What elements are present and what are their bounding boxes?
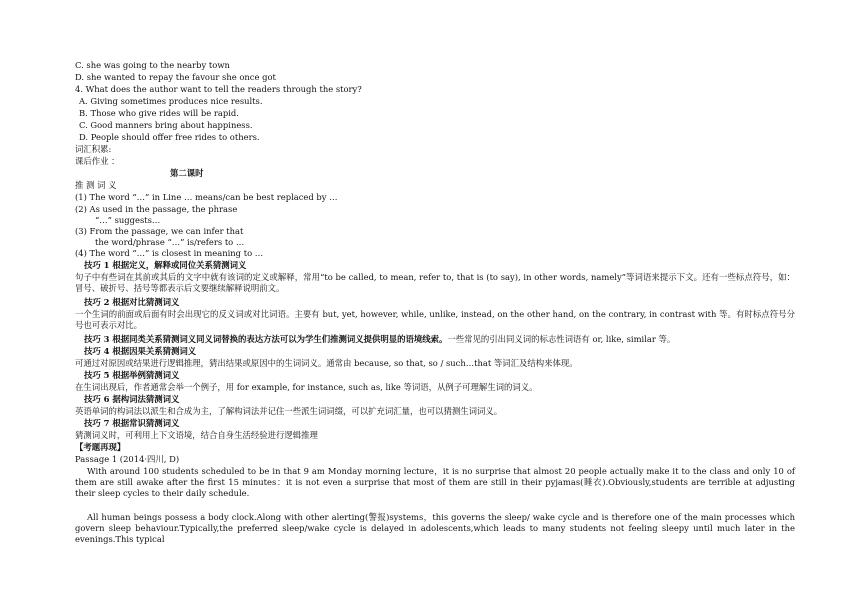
- tip-4-body: 可通过对原因或结果进行逻辑推理，猜出结果或原因中的生词词义。通常由 because, so that, so / such…that 等词汇及结构来体现。: [75, 358, 578, 368]
- infer-meaning-heading: 推 测 词 义: [75, 180, 117, 190]
- option-c-line: C. she was going to the nearby town: [75, 60, 230, 70]
- tip-5-title: 技巧 5 根据举例猜测词义: [84, 370, 180, 380]
- pattern-3-cont: the word/phrase “…” is/refers to …: [95, 237, 245, 247]
- tip-1-title: 技巧 1 根据定义，解释或同位关系猜测词义: [84, 260, 247, 270]
- tip-2-title: 技巧 2 根据对比猜测词义: [84, 297, 180, 307]
- pattern-3: (3) From the passage, we can infer that: [75, 226, 244, 236]
- lesson-title: 第二课时: [170, 168, 204, 178]
- tip-3-body: 一些常见的引出同义词的标志性词语有 or, like, similar 等。: [447, 334, 676, 344]
- vocab-accumulation-label: 词汇积累:: [75, 144, 112, 154]
- passage-paragraph-2: All human beings possess a body clock.Along with other alerting(警报)systems，this governs the sleep/ wake cycle and is therefore one of the main processes which govern sleep behaviour.Typically,the preferred sleep/wake cycle is delayed in adolescents,which leads to many students not feeling sleepy until much later in the evenings.This typical: [75, 512, 795, 544]
- passage-title: Passage 1 (2014·四川, D): [75, 454, 180, 464]
- pattern-1: (1) The word “…” in Line … means/can be best replaced by …: [75, 192, 338, 202]
- pattern-2-cont: “…” suggests…: [95, 215, 161, 225]
- tip-7-body: 猜测词义时，可利用上下文语境，结合自身生活经验进行逻辑推理: [75, 430, 318, 440]
- answer-option-a: A. Giving sometimes produces nice results.: [79, 96, 263, 106]
- homework-label: 课后作业 ：: [75, 156, 120, 166]
- answer-option-d: D. People should offer free rides to others.: [79, 132, 260, 142]
- answer-option-b: B. Those who give rides will be rapid.: [79, 108, 239, 118]
- tip-3-title: 技巧 3 根据同类关系猜测词义同义词替换的表达方法可以为学生们推测词义提供明显的语境线索。: [84, 334, 448, 344]
- tip-7-title: 技巧 7 根据常识猜测词义: [84, 418, 180, 428]
- tip-4-title: 技巧 4 根据因果关系猜测词义: [84, 346, 197, 356]
- tip-3-line: [84, 334, 804, 345]
- answer-option-c: C. Good manners bring about happiness.: [79, 120, 253, 130]
- tip-6-title: 技巧 6 据构词法猜测词义: [84, 394, 180, 404]
- tip-5-body: 在生词出现后，作者通常会举一个例子，用 for example, for instance, such as, like 等词语，从例子可理解生词的词义。: [75, 382, 538, 392]
- tip-2-body: 一个生词的前面或后面有时会出现它的反义词或对比词语。主要有 but, yet, however, while, unlike, instead, on the other hand, on the contrary, in contrast with 等。有时标点符号分号也可表示对比。: [75, 309, 795, 330]
- pattern-4: (4) The word “…” is closest in meaning to …: [75, 248, 264, 258]
- tip-6-body: 英语单词的构词法以派生和合成为主，了解构词法并记住一些派生词词缀，可以扩充词汇量，也可以猜测生词词义。: [75, 406, 503, 416]
- pattern-2: (2) As used in the passage, the phrase: [75, 204, 238, 214]
- passage-paragraph-1: With around 100 students scheduled to be in that 9 am Monday morning lecture，it is no surprise that almost 20 people actually make it to the class and only 10 of them are still awake after the first 15 minutes：it is not even a surprise that most of them are still in their pyjamas(睡衣).Obviously,students are terrible at adjusting their sleep cycles to their daily schedule.: [75, 466, 795, 498]
- option-d-line: D. she wanted to repay the favour she once got: [75, 72, 276, 82]
- tip-1-body: 句子中有些词在其前或其后的文字中就有该词的定义或解释，常用“to be called, to mean, refer to, that is (to say), in other words, namely”等词语来提示下文。还有一些标点符号，如：冒号、破折号、括号等都表示后文要继续解释说明前文。: [75, 272, 795, 293]
- exam-heading: 【考题再现】: [75, 442, 126, 452]
- question-4: 4. What does the author want to tell the readers through the story?: [75, 84, 362, 94]
